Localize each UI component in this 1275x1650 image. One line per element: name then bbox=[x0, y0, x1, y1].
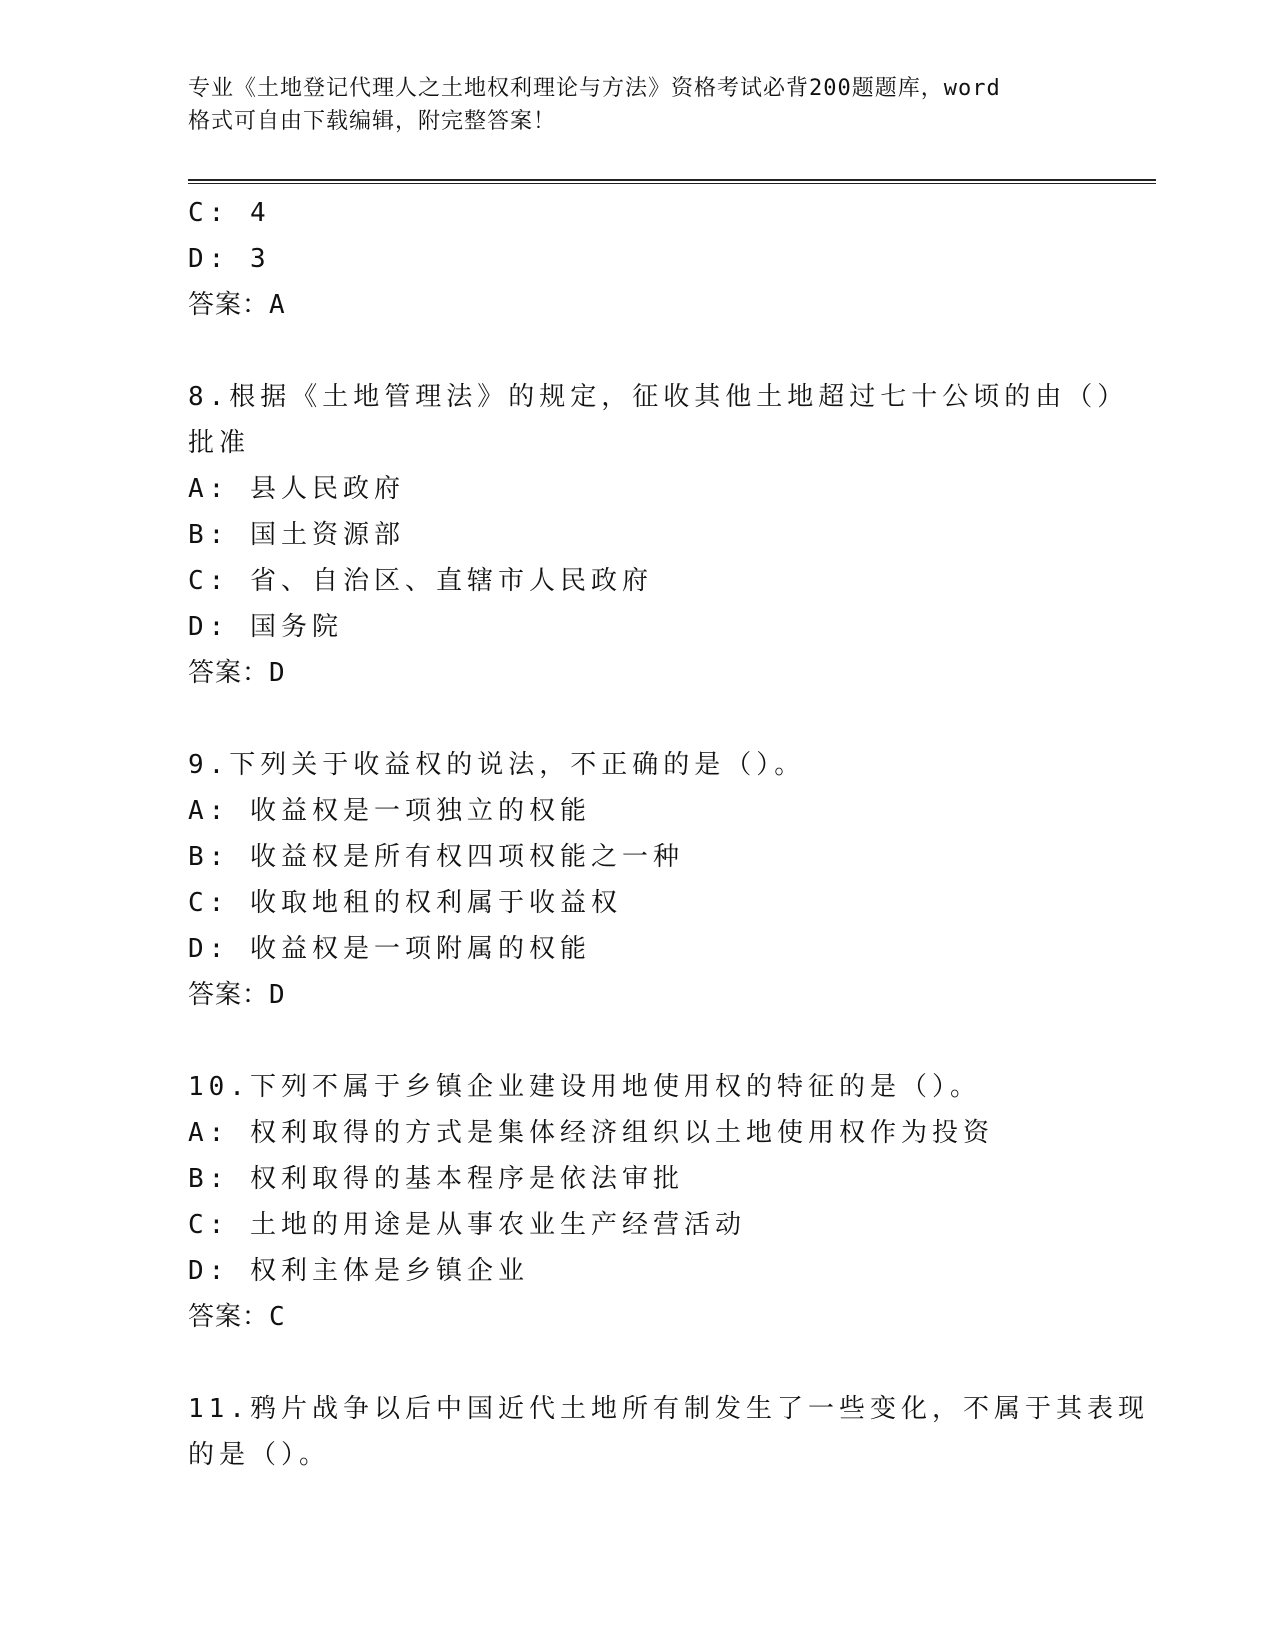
header-title-line-2: 格式可自由下载编辑，附完整答案！ bbox=[188, 109, 557, 134]
question-stem: 11.鸦片战争以后中国近代土地所有制发生了一些变化，不属于其表现 bbox=[188, 1394, 1149, 1424]
question-11 bbox=[188, 1386, 1149, 1478]
option-d: D: 权利主体是乡镇企业 bbox=[188, 1256, 529, 1286]
question-stem: 8.根据《土地管理法》的规定，征收其他土地超过七十公顷的由（） bbox=[188, 382, 1129, 412]
header-divider bbox=[188, 179, 1156, 184]
option-b: B: 权利取得的基本程序是依法审批 bbox=[188, 1164, 684, 1194]
question-stem: 9.下列关于收益权的说法，不正确的是（）。 bbox=[188, 750, 806, 780]
answer-label: 答案：D bbox=[188, 980, 286, 1010]
document-header bbox=[188, 72, 1068, 138]
answer-label: 答案：C bbox=[188, 1302, 286, 1332]
spacer bbox=[188, 328, 1088, 374]
option-c: C: 土地的用途是从事农业生产经营活动 bbox=[188, 1210, 746, 1240]
header-title-line-1: 专业《土地登记代理人之土地权利理论与方法》资格考试必背200题题库，word bbox=[188, 76, 1001, 101]
option-c: C: 4 bbox=[188, 198, 271, 228]
answer-label: 答案：D bbox=[188, 658, 286, 688]
question-9 bbox=[188, 742, 1088, 1018]
option-c: C: 省、自治区、直辖市人民政府 bbox=[188, 566, 653, 596]
spacer bbox=[188, 1018, 1088, 1064]
option-a: A: 县人民政府 bbox=[188, 474, 405, 504]
spacer bbox=[188, 1340, 1088, 1386]
option-d: D: 国务院 bbox=[188, 612, 343, 642]
question-list bbox=[188, 190, 1149, 1478]
question-stem: 10.下列不属于乡镇企业建设用地使用权的特征的是（）。 bbox=[188, 1072, 981, 1102]
question-8 bbox=[188, 374, 1129, 696]
question-stem-continued: 批准 bbox=[188, 428, 251, 458]
option-d: D: 3 bbox=[188, 244, 271, 274]
option-b: B: 收益权是所有权四项权能之一种 bbox=[188, 842, 684, 872]
option-a: A: 权利取得的方式是集体经济组织以土地使用权作为投资 bbox=[188, 1118, 994, 1148]
option-d: D: 收益权是一项附属的权能 bbox=[188, 934, 591, 964]
option-b: B: 国土资源部 bbox=[188, 520, 405, 550]
spacer bbox=[188, 696, 1088, 742]
question-10 bbox=[188, 1064, 1088, 1340]
answer-label: 答案：A bbox=[188, 290, 286, 320]
question-7-tail bbox=[188, 190, 1088, 328]
question-stem-continued: 的是（）。 bbox=[188, 1440, 331, 1470]
option-c: C: 收取地租的权利属于收益权 bbox=[188, 888, 622, 918]
option-a: A: 收益权是一项独立的权能 bbox=[188, 796, 591, 826]
